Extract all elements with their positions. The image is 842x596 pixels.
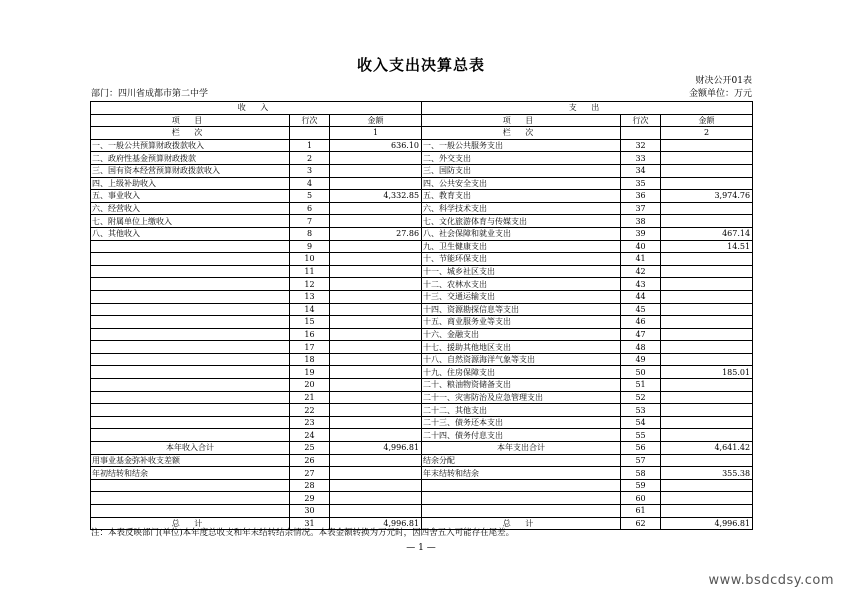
section-header-row bbox=[91, 102, 753, 115]
expense-amount-cell bbox=[661, 454, 753, 467]
income-amount-cell bbox=[330, 454, 422, 467]
empty-cell bbox=[290, 127, 330, 140]
expense-rowno-cell: 59 bbox=[621, 479, 661, 492]
income-item-cell bbox=[91, 492, 290, 505]
table-row bbox=[91, 492, 753, 505]
income-rowno-cell: 25 bbox=[290, 442, 330, 455]
income-item-cell: 二、政府性基金预算财政拨款 bbox=[91, 152, 290, 165]
expense-rowno-cell: 48 bbox=[621, 341, 661, 354]
expense-amount-cell bbox=[661, 416, 753, 429]
expense-item-cell bbox=[422, 479, 621, 492]
expense-rowno-cell: 54 bbox=[621, 416, 661, 429]
expense-amount-cell bbox=[661, 278, 753, 291]
income-item-cell bbox=[91, 303, 290, 316]
expense-item-cell: 八、社会保障和就业支出 bbox=[422, 227, 621, 240]
expense-rowno-cell: 55 bbox=[621, 429, 661, 442]
income-amount-cell bbox=[330, 505, 422, 518]
expense-amount-cell bbox=[661, 391, 753, 404]
page-number: — 1 — bbox=[406, 543, 436, 553]
expense-amount-cell bbox=[661, 479, 753, 492]
income-amount-cell: 636.10 bbox=[330, 139, 422, 152]
expense-amount-cell bbox=[661, 215, 753, 228]
table-row bbox=[91, 505, 753, 518]
income-rowno-cell: 17 bbox=[290, 341, 330, 354]
expense-amount-cell: 14.51 bbox=[661, 240, 753, 253]
form-code: 财决公开01表 bbox=[695, 76, 752, 86]
expense-item-cell: 十一、城乡社区支出 bbox=[422, 265, 621, 278]
income-rowno-cell: 8 bbox=[290, 227, 330, 240]
table-row bbox=[91, 467, 753, 480]
table-row bbox=[91, 177, 753, 190]
table-row bbox=[91, 429, 753, 442]
income-rowno-cell: 20 bbox=[290, 379, 330, 392]
income-rowno-cell: 21 bbox=[290, 391, 330, 404]
income-rowno-cell: 2 bbox=[290, 152, 330, 165]
expense-item-cell: 十六、金融支出 bbox=[422, 328, 621, 341]
expense-item-cell: 二十二、其他支出 bbox=[422, 404, 621, 417]
income-rowno-cell: 11 bbox=[290, 265, 330, 278]
expense-rowno-cell: 38 bbox=[621, 215, 661, 228]
income-rowno-cell: 3 bbox=[290, 164, 330, 177]
income-rowno-cell: 1 bbox=[290, 139, 330, 152]
income-header: 收 入 bbox=[91, 102, 422, 115]
table-row bbox=[91, 366, 753, 379]
expense-amount-cell bbox=[661, 202, 753, 215]
expense-item-cell: 五、教育支出 bbox=[422, 190, 621, 203]
expense-amount-cell: 3,974.76 bbox=[661, 190, 753, 203]
expense-amount-cell bbox=[661, 492, 753, 505]
table-row bbox=[91, 479, 753, 492]
table-row bbox=[91, 139, 753, 152]
column-index-row bbox=[91, 127, 753, 140]
income-amount-cell: 4,332.85 bbox=[330, 190, 422, 203]
income-amount-cell bbox=[330, 278, 422, 291]
expense-rowno-cell: 49 bbox=[621, 353, 661, 366]
column-header-row bbox=[91, 114, 753, 127]
income-rowno-cell: 7 bbox=[290, 215, 330, 228]
income-item-header: 项 目 bbox=[91, 114, 290, 127]
income-amount-cell bbox=[330, 164, 422, 177]
table-row bbox=[91, 240, 753, 253]
expense-amount-cell: 467.14 bbox=[661, 227, 753, 240]
expense-rowno-header: 行次 bbox=[621, 114, 661, 127]
table-row bbox=[91, 391, 753, 404]
income-rowno-header: 行次 bbox=[290, 114, 330, 127]
expense-item-cell: 十四、资源勘探信息等支出 bbox=[422, 303, 621, 316]
expense-item-cell: 四、公共安全支出 bbox=[422, 177, 621, 190]
table-row bbox=[91, 316, 753, 329]
table-row bbox=[91, 379, 753, 392]
income-amount-cell bbox=[330, 265, 422, 278]
budget-table bbox=[90, 101, 753, 530]
expense-rowno-cell: 62 bbox=[621, 517, 661, 530]
income-rowno-cell: 19 bbox=[290, 366, 330, 379]
income-rowno-cell: 14 bbox=[290, 303, 330, 316]
income-amount-cell bbox=[330, 479, 422, 492]
income-amount-cell bbox=[330, 253, 422, 266]
page-title: 收入支出决算总表 bbox=[356, 56, 485, 74]
expense-item-cell bbox=[422, 505, 621, 518]
expense-rowno-cell: 36 bbox=[621, 190, 661, 203]
income-amount-cell bbox=[330, 177, 422, 190]
expense-rowno-cell: 57 bbox=[621, 454, 661, 467]
expense-item-cell: 结余分配 bbox=[422, 454, 621, 467]
expense-rowno-cell: 56 bbox=[621, 442, 661, 455]
income-item-cell: 七、附属单位上缴收入 bbox=[91, 215, 290, 228]
income-column-number: 1 bbox=[330, 127, 422, 140]
income-amount-cell bbox=[330, 416, 422, 429]
expense-amount-cell bbox=[661, 290, 753, 303]
expense-amount-cell bbox=[661, 429, 753, 442]
income-rowno-cell: 30 bbox=[290, 505, 330, 518]
expense-item-cell: 九、卫生健康支出 bbox=[422, 240, 621, 253]
income-column-label: 栏 次 bbox=[91, 127, 290, 140]
income-item-cell bbox=[91, 316, 290, 329]
expense-rowno-cell: 44 bbox=[621, 290, 661, 303]
expense-item-cell: 二十一、灾害防治及应急管理支出 bbox=[422, 391, 621, 404]
income-rowno-cell: 22 bbox=[290, 404, 330, 417]
income-item-cell: 本年收入合计 bbox=[91, 442, 290, 455]
income-item-cell bbox=[91, 328, 290, 341]
expense-amount-header: 金额 bbox=[661, 114, 753, 127]
income-amount-cell bbox=[330, 404, 422, 417]
expense-rowno-cell: 58 bbox=[621, 467, 661, 480]
expense-column-label: 栏 次 bbox=[422, 127, 621, 140]
income-item-cell bbox=[91, 253, 290, 266]
expense-header: 支 出 bbox=[422, 102, 753, 115]
income-amount-cell bbox=[330, 303, 422, 316]
income-rowno-cell: 24 bbox=[290, 429, 330, 442]
income-rowno-cell: 29 bbox=[290, 492, 330, 505]
income-amount-cell bbox=[330, 316, 422, 329]
table-row bbox=[91, 328, 753, 341]
expense-amount-cell: 4,996.81 bbox=[661, 517, 753, 530]
income-item-cell bbox=[91, 278, 290, 291]
income-amount-cell bbox=[330, 328, 422, 341]
expense-rowno-cell: 43 bbox=[621, 278, 661, 291]
table-row bbox=[91, 202, 753, 215]
expense-item-cell: 七、文化旅游体育与传媒支出 bbox=[422, 215, 621, 228]
expense-rowno-cell: 50 bbox=[621, 366, 661, 379]
expense-amount-cell bbox=[661, 505, 753, 518]
expense-amount-cell bbox=[661, 152, 753, 165]
table-row bbox=[91, 341, 753, 354]
table-row bbox=[91, 215, 753, 228]
expense-item-cell: 十七、援助其他地区支出 bbox=[422, 341, 621, 354]
expense-rowno-cell: 41 bbox=[621, 253, 661, 266]
income-item-cell: 用事业基金弥补收支差额 bbox=[91, 454, 290, 467]
income-rowno-cell: 26 bbox=[290, 454, 330, 467]
expense-amount-cell bbox=[661, 328, 753, 341]
expense-rowno-cell: 45 bbox=[621, 303, 661, 316]
expense-rowno-cell: 51 bbox=[621, 379, 661, 392]
income-item-cell: 五、事业收入 bbox=[91, 190, 290, 203]
income-item-cell bbox=[91, 353, 290, 366]
income-item-cell bbox=[91, 429, 290, 442]
table-row bbox=[91, 227, 753, 240]
expense-amount-cell: 355.38 bbox=[661, 467, 753, 480]
income-amount-cell bbox=[330, 240, 422, 253]
income-rowno-cell: 13 bbox=[290, 290, 330, 303]
income-rowno-cell: 23 bbox=[290, 416, 330, 429]
income-rowno-cell: 6 bbox=[290, 202, 330, 215]
income-amount-cell bbox=[330, 467, 422, 480]
expense-rowno-cell: 40 bbox=[621, 240, 661, 253]
expense-rowno-cell: 34 bbox=[621, 164, 661, 177]
table-row bbox=[91, 190, 753, 203]
expense-rowno-cell: 47 bbox=[621, 328, 661, 341]
expense-amount-cell bbox=[661, 253, 753, 266]
income-rowno-cell: 31 bbox=[290, 517, 330, 530]
income-amount-cell bbox=[330, 366, 422, 379]
expense-amount-cell bbox=[661, 303, 753, 316]
income-amount-cell: 4,996.81 bbox=[330, 517, 422, 530]
expense-rowno-cell: 46 bbox=[621, 316, 661, 329]
income-item-cell bbox=[91, 416, 290, 429]
income-amount-cell bbox=[330, 353, 422, 366]
income-item-cell: 八、其他收入 bbox=[91, 227, 290, 240]
income-item-cell bbox=[91, 391, 290, 404]
empty-cell bbox=[621, 127, 661, 140]
income-rowno-cell: 18 bbox=[290, 353, 330, 366]
income-item-cell: 一、一般公共预算财政拨款收入 bbox=[91, 139, 290, 152]
expense-item-cell: 十二、农林水支出 bbox=[422, 278, 621, 291]
income-amount-cell bbox=[330, 379, 422, 392]
expense-item-cell: 十九、住房保障支出 bbox=[422, 366, 621, 379]
income-amount-cell bbox=[330, 215, 422, 228]
income-amount-cell bbox=[330, 152, 422, 165]
table-row bbox=[91, 265, 753, 278]
table-row bbox=[91, 454, 753, 467]
department-label: 部门：四川省成都市第二中学 bbox=[91, 89, 209, 99]
expense-rowno-cell: 61 bbox=[621, 505, 661, 518]
expense-item-header: 项 目 bbox=[422, 114, 621, 127]
expense-item-cell: 二、外交支出 bbox=[422, 152, 621, 165]
income-item-cell bbox=[91, 479, 290, 492]
income-rowno-cell: 9 bbox=[290, 240, 330, 253]
expense-column-number: 2 bbox=[661, 127, 753, 140]
expense-item-cell: 一、一般公共服务支出 bbox=[422, 139, 621, 152]
table-row bbox=[91, 164, 753, 177]
watermark: www.bsdcdsy.com bbox=[708, 573, 834, 588]
income-item-cell bbox=[91, 505, 290, 518]
table-row bbox=[91, 152, 753, 165]
table-row bbox=[91, 303, 753, 316]
income-item-cell: 总 计 bbox=[91, 517, 290, 530]
expense-amount-cell: 185.01 bbox=[661, 366, 753, 379]
expense-rowno-cell: 39 bbox=[621, 227, 661, 240]
expense-rowno-cell: 42 bbox=[621, 265, 661, 278]
income-item-cell: 六、经营收入 bbox=[91, 202, 290, 215]
expense-item-cell: 二十、粮油物资储备支出 bbox=[422, 379, 621, 392]
income-rowno-cell: 16 bbox=[290, 328, 330, 341]
income-rowno-cell: 28 bbox=[290, 479, 330, 492]
income-amount-cell bbox=[330, 391, 422, 404]
expense-rowno-cell: 33 bbox=[621, 152, 661, 165]
income-item-cell bbox=[91, 341, 290, 354]
income-item-cell: 年初结转和结余 bbox=[91, 467, 290, 480]
income-rowno-cell: 5 bbox=[290, 190, 330, 203]
expense-amount-cell bbox=[661, 139, 753, 152]
income-item-cell bbox=[91, 366, 290, 379]
expense-rowno-cell: 53 bbox=[621, 404, 661, 417]
expense-rowno-cell: 37 bbox=[621, 202, 661, 215]
expense-amount-cell bbox=[661, 265, 753, 278]
table-row bbox=[91, 404, 753, 417]
expense-item-cell: 十五、商业服务业等支出 bbox=[422, 316, 621, 329]
expense-item-cell: 二十三、债务还本支出 bbox=[422, 416, 621, 429]
income-item-cell: 四、上级补助收入 bbox=[91, 177, 290, 190]
table-row bbox=[91, 278, 753, 291]
expense-rowno-cell: 35 bbox=[621, 177, 661, 190]
income-amount-cell bbox=[330, 290, 422, 303]
income-item-cell bbox=[91, 265, 290, 278]
income-item-cell bbox=[91, 290, 290, 303]
unit-label: 金额单位：万元 bbox=[688, 89, 752, 99]
table-row bbox=[91, 353, 753, 366]
expense-amount-cell bbox=[661, 404, 753, 417]
income-amount-header: 金额 bbox=[330, 114, 422, 127]
expense-item-cell: 十八、自然资源海洋气象等支出 bbox=[422, 353, 621, 366]
income-rowno-cell: 12 bbox=[290, 278, 330, 291]
income-item-cell bbox=[91, 240, 290, 253]
expense-amount-cell: 4,641.42 bbox=[661, 442, 753, 455]
expense-item-cell: 年末结转和结余 bbox=[422, 467, 621, 480]
footnote: 注：本表反映部门(单位)本年度总收支和年末结转结余情况。本表金额转换为万元时，因四舍五入可能存在尾差。 bbox=[91, 528, 515, 538]
income-item-cell bbox=[91, 404, 290, 417]
expense-item-cell: 本年支出合计 bbox=[422, 442, 621, 455]
income-amount-cell: 4,996.81 bbox=[330, 442, 422, 455]
expense-rowno-cell: 60 bbox=[621, 492, 661, 505]
expense-item-cell: 十三、交通运输支出 bbox=[422, 290, 621, 303]
expense-item-cell bbox=[422, 492, 621, 505]
income-amount-cell bbox=[330, 492, 422, 505]
income-amount-cell bbox=[330, 341, 422, 354]
income-item-cell: 三、国有资本经营预算财政拨款收入 bbox=[91, 164, 290, 177]
table-row bbox=[91, 290, 753, 303]
expense-amount-cell bbox=[661, 341, 753, 354]
income-amount-cell: 27.86 bbox=[330, 227, 422, 240]
expense-rowno-cell: 32 bbox=[621, 139, 661, 152]
expense-amount-cell bbox=[661, 177, 753, 190]
table-row bbox=[91, 253, 753, 266]
expense-amount-cell bbox=[661, 316, 753, 329]
expense-amount-cell bbox=[661, 353, 753, 366]
expense-item-cell: 二十四、债务付息支出 bbox=[422, 429, 621, 442]
expense-amount-cell bbox=[661, 164, 753, 177]
income-rowno-cell: 15 bbox=[290, 316, 330, 329]
expense-item-cell: 三、国防支出 bbox=[422, 164, 621, 177]
income-rowno-cell: 10 bbox=[290, 253, 330, 266]
income-item-cell bbox=[91, 379, 290, 392]
table-row bbox=[91, 442, 753, 455]
table-row bbox=[91, 416, 753, 429]
expense-rowno-cell: 52 bbox=[621, 391, 661, 404]
income-rowno-cell: 4 bbox=[290, 177, 330, 190]
expense-item-cell: 六、科学技术支出 bbox=[422, 202, 621, 215]
income-amount-cell bbox=[330, 202, 422, 215]
expense-amount-cell bbox=[661, 379, 753, 392]
income-amount-cell bbox=[330, 429, 422, 442]
expense-item-cell: 十、节能环保支出 bbox=[422, 253, 621, 266]
income-rowno-cell: 27 bbox=[290, 467, 330, 480]
expense-item-cell: 总 计 bbox=[422, 517, 621, 530]
